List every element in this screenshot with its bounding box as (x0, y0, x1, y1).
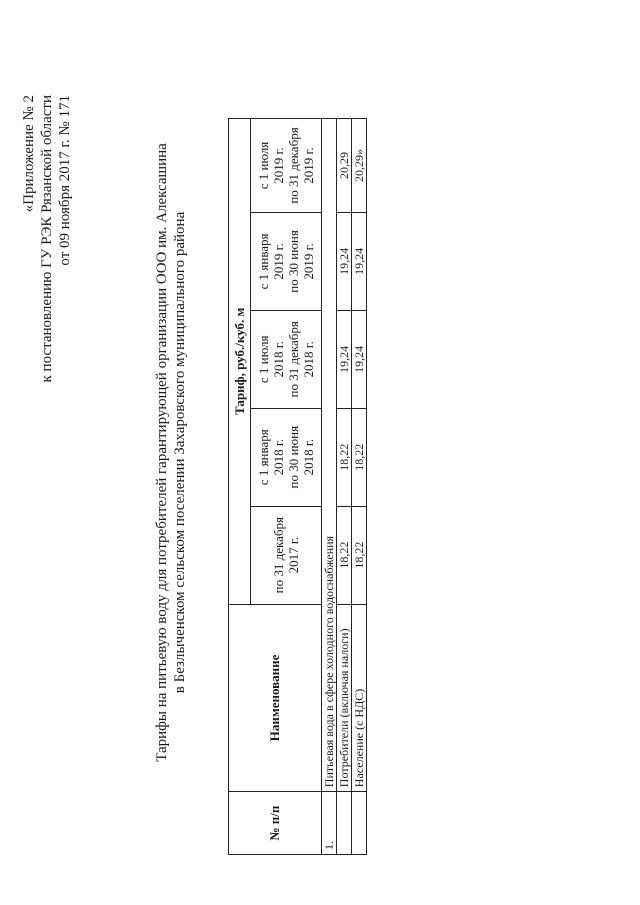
row-value: 19,24 (337, 212, 352, 310)
period-line: по 30 июня (286, 425, 301, 489)
row-name: Потребители (включая налоги) (337, 604, 352, 792)
appendix-line-1: «Приложение № 2 (21, 95, 37, 213)
row-value: 18,22 (352, 506, 367, 604)
appendix-header (20, 95, 74, 382)
period-line: по 31 декабря (271, 516, 286, 594)
row-name: Население (с НДС) (352, 604, 367, 792)
row-value: 19,24 (352, 212, 367, 310)
period-line: 2019 г. (271, 147, 286, 184)
row-num (352, 792, 367, 855)
period-line: по 31 декабря (286, 127, 301, 204)
row-value: 18,22 (337, 506, 352, 604)
appendix-line-2: к постановлению ГУ РЭК Рязанской области (39, 95, 55, 383)
period-line: с 1 января (256, 429, 271, 486)
period-header (251, 408, 322, 506)
period-line: 2018 г. (301, 341, 316, 378)
row-value: 18,22 (352, 408, 367, 506)
row-value: 19,24 (337, 310, 352, 408)
table-section-row (322, 119, 337, 855)
period-line: 2017 г. (286, 536, 301, 574)
period-header (251, 310, 322, 408)
title-line-1: Тарифы на питьевую воду для потребителей гарантирующей организации ООО им. Алексашина (154, 143, 170, 762)
table-row (337, 119, 352, 855)
period-header (251, 212, 322, 310)
header-num: № п/п (229, 792, 322, 855)
row-value: 18,22 (337, 408, 352, 506)
period-line: с 1 января (256, 233, 271, 290)
row-value: 20,29 (337, 119, 352, 213)
period-line: 2018 г. (301, 439, 316, 476)
period-line: по 30 июня (286, 230, 301, 293)
row-value: 19,24 (352, 310, 367, 408)
period-line: 2019 г. (301, 147, 316, 184)
row-value: 20,29» (352, 119, 367, 213)
tariff-table (228, 118, 367, 855)
period-header (251, 119, 322, 213)
title-line-2: в Безлыченском сельском поселении Захаровского муниципального района (172, 211, 188, 694)
period-line: с 1 июля (256, 335, 271, 384)
header-name: Наименование (229, 604, 322, 792)
section-name: Питьевая вода в сфере холодного водоснабжения (322, 119, 337, 792)
period-line: 2019 г. (301, 243, 316, 280)
header-tariff: Тариф, руб./куб. м (229, 119, 251, 605)
table-row (352, 119, 367, 855)
section-num: 1. (322, 792, 337, 855)
table-header-row (229, 119, 251, 855)
appendix-line-3: от 09 ноября 2017 г. № 171 (57, 95, 73, 266)
document-title (153, 0, 189, 905)
period-line: 2018 г. (271, 341, 286, 378)
period-line: 2018 г. (271, 439, 286, 476)
period-line: с 1 июля (256, 141, 271, 190)
period-line: по 31 декабря (286, 321, 301, 398)
row-num (337, 792, 352, 855)
period-line: 2019 г. (271, 243, 286, 280)
period-header (251, 506, 322, 604)
